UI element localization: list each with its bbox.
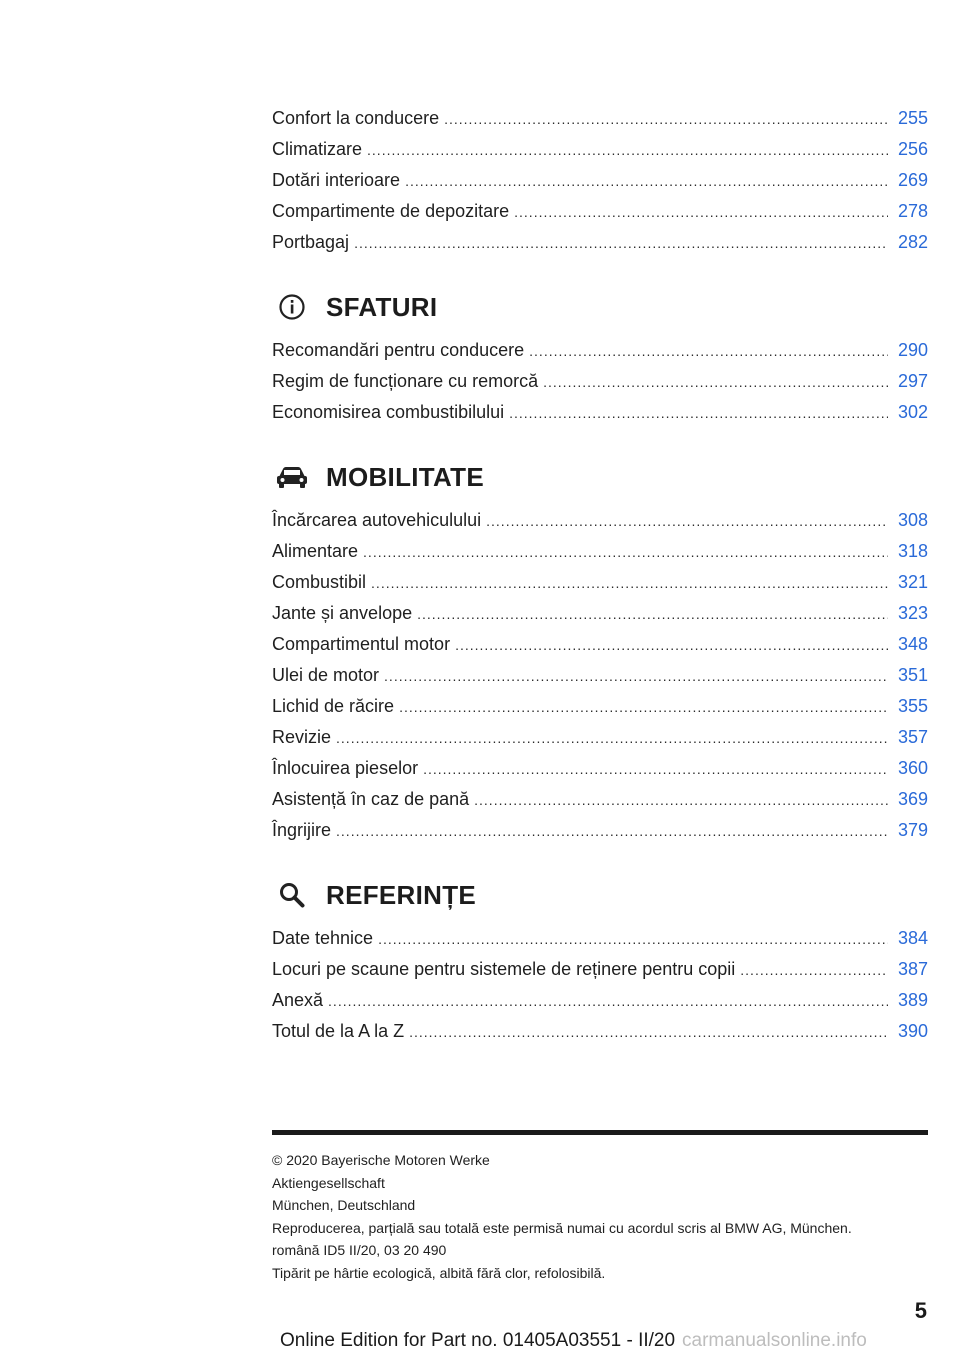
section-heading-referinte xyxy=(272,872,928,918)
dot-leader xyxy=(328,986,888,1017)
imprint-location: München, Deutschland xyxy=(272,1197,416,1214)
toc-entry-page-link[interactable]: 387 xyxy=(897,959,928,979)
toc-entry-title: Date tehnice xyxy=(272,928,374,948)
dot-leader xyxy=(529,336,888,367)
table-of-contents xyxy=(272,103,928,1047)
toc-entry-page-link[interactable]: 390 xyxy=(897,1021,928,1041)
toc-entry[interactable] xyxy=(272,165,928,196)
imprint-company: Aktiengesellschaft xyxy=(272,1174,385,1191)
toc-entry-title: Îngrijire xyxy=(272,820,332,840)
toc-entry[interactable] xyxy=(272,397,928,428)
section-title: REFERINȚE xyxy=(326,879,477,910)
toc-entry-page-link[interactable]: 318 xyxy=(897,541,928,561)
toc-entry-title: Dotări interioare xyxy=(272,170,401,190)
toc-entry[interactable] xyxy=(272,335,928,366)
toc-entry-title: Recomandări pentru conducere xyxy=(272,340,525,360)
toc-entry-title: Economisirea combustibilului xyxy=(272,402,505,422)
toc-entry[interactable] xyxy=(272,505,928,536)
dot-leader xyxy=(409,1017,888,1048)
toc-entry[interactable] xyxy=(272,629,928,660)
toc-entry-title: Înlocuirea pieselor xyxy=(272,758,419,778)
dot-leader xyxy=(509,398,888,429)
toc-entry[interactable] xyxy=(272,598,928,629)
toc-group-referinte xyxy=(272,923,928,1047)
dot-leader xyxy=(486,506,888,537)
toc-entry-page-link[interactable]: 278 xyxy=(897,201,928,221)
toc-entry-title: Locuri pe scaune pentru sistemele de reținere pentru copii xyxy=(272,959,736,979)
car-icon xyxy=(272,457,312,497)
dot-leader xyxy=(336,723,888,754)
toc-entry[interactable] xyxy=(272,954,928,985)
dot-leader xyxy=(417,599,888,630)
toc-entry-page-link[interactable]: 357 xyxy=(897,727,928,747)
dot-leader xyxy=(399,692,888,723)
dot-leader xyxy=(354,228,888,259)
toc-entry-title: Climatizare xyxy=(272,139,363,159)
toc-entry-title: Anexă xyxy=(272,990,324,1010)
dot-leader xyxy=(444,104,888,135)
toc-entry[interactable] xyxy=(272,923,928,954)
info-icon xyxy=(272,287,312,327)
imprint-edition-id: română ID5 II/20, 03 20 490 xyxy=(272,1242,447,1259)
dot-leader xyxy=(543,367,888,398)
dot-leader xyxy=(514,197,888,228)
toc-entry-title: Lichid de răcire xyxy=(272,696,395,716)
dot-leader xyxy=(367,135,888,166)
toc-entry-title: Compartimente de depozitare xyxy=(272,201,510,221)
toc-entry-page-link[interactable]: 308 xyxy=(897,510,928,530)
toc-entry[interactable] xyxy=(272,660,928,691)
toc-entry-page-link[interactable]: 269 xyxy=(897,170,928,190)
toc-entry[interactable] xyxy=(272,985,928,1016)
section-title: SFATURI xyxy=(326,291,438,322)
section-heading-mobilitate xyxy=(272,454,928,500)
section-title: MOBILITATE xyxy=(326,461,485,492)
dot-leader xyxy=(474,785,888,816)
toc-entry-page-link[interactable]: 297 xyxy=(897,371,928,391)
toc-entry[interactable] xyxy=(272,753,928,784)
toc-entry-page-link[interactable]: 323 xyxy=(897,603,928,623)
toc-entry-title: Asistență în caz de pană xyxy=(272,789,470,809)
toc-entry[interactable] xyxy=(272,536,928,567)
toc-entry-title: Confort la conducere xyxy=(272,108,440,128)
search-icon xyxy=(272,875,312,915)
dot-leader xyxy=(740,955,888,986)
toc-entry-title: Încărcarea autovehiculului xyxy=(272,510,482,530)
toc-entry[interactable] xyxy=(272,1016,928,1047)
dot-leader xyxy=(384,661,888,692)
dot-leader xyxy=(455,630,888,661)
toc-entry-page-link[interactable]: 321 xyxy=(897,572,928,592)
dot-leader xyxy=(363,537,888,568)
dot-leader xyxy=(336,816,888,847)
toc-entry-page-link[interactable]: 348 xyxy=(897,634,928,654)
toc-entry-page-link[interactable]: 379 xyxy=(897,820,928,840)
toc-entry[interactable] xyxy=(272,722,928,753)
footer-divider xyxy=(272,1130,928,1135)
toc-entry-title: Totul de la A la Z xyxy=(272,1021,405,1041)
imprint xyxy=(272,1149,932,1285)
footer-watermark: carmanualsonline.info xyxy=(682,1330,867,1351)
dot-leader xyxy=(371,568,888,599)
dot-leader xyxy=(405,166,888,197)
toc-entry-title: Revizie xyxy=(272,727,332,747)
toc-entry[interactable] xyxy=(272,784,928,815)
toc-entry-title: Compartimentul motor xyxy=(272,634,451,654)
toc-entry-page-link[interactable]: 389 xyxy=(897,990,928,1010)
toc-entry-page-link[interactable]: 355 xyxy=(897,696,928,716)
toc-entry-title: Portbagaj xyxy=(272,232,350,252)
toc-entry-page-link[interactable]: 369 xyxy=(897,789,928,809)
imprint-paper-note: Tipărit pe hârtie ecologică, albită fără clor, refolosibilă. xyxy=(272,1264,606,1281)
footer-edition: Online Edition for Part no. 01405A03551 - II/20 xyxy=(280,1330,676,1351)
imprint-copyright: © 2020 Bayerische Motoren Werke xyxy=(272,1152,490,1168)
toc-entry-page-link[interactable]: 360 xyxy=(897,758,928,778)
toc-entry-title: Alimentare xyxy=(272,541,359,561)
imprint-rights: Reproducerea, parțială sau totală este permisă numai cu acordul scris al BMW AG, München. xyxy=(272,1219,852,1236)
toc-entry-title: Jante și anvelope xyxy=(272,603,413,623)
section-heading-sfaturi xyxy=(272,284,928,330)
toc-entry[interactable] xyxy=(272,196,928,227)
dot-leader xyxy=(378,924,888,955)
toc-entry-page-link[interactable]: 302 xyxy=(897,402,928,422)
toc-entry-title: Regim de funcționare cu remorcă xyxy=(272,371,539,391)
toc-group-mobilitate xyxy=(272,505,928,846)
toc-entry-page-link[interactable]: 351 xyxy=(897,665,928,685)
page-number: 5 xyxy=(914,1298,927,1323)
toc-entry-title: Ulei de motor xyxy=(272,665,380,685)
toc-entry-title: Combustibil xyxy=(272,572,367,592)
toc-group-comfort xyxy=(272,103,928,258)
toc-entry-page-link[interactable]: 282 xyxy=(897,232,928,252)
toc-entry[interactable] xyxy=(272,103,928,134)
toc-entry[interactable] xyxy=(272,366,928,397)
toc-entry-page-link[interactable]: 256 xyxy=(897,139,928,159)
toc-entry[interactable] xyxy=(272,815,928,846)
toc-entry[interactable] xyxy=(272,691,928,722)
toc-entry[interactable] xyxy=(272,567,928,598)
toc-entry-page-link[interactable]: 290 xyxy=(897,340,928,360)
toc-entry[interactable] xyxy=(272,227,928,258)
toc-entry[interactable] xyxy=(272,134,928,165)
toc-entry-page-link[interactable]: 384 xyxy=(897,928,928,948)
toc-group-sfaturi xyxy=(272,335,928,428)
dot-leader xyxy=(423,754,888,785)
toc-entry-page-link[interactable]: 255 xyxy=(897,108,928,128)
